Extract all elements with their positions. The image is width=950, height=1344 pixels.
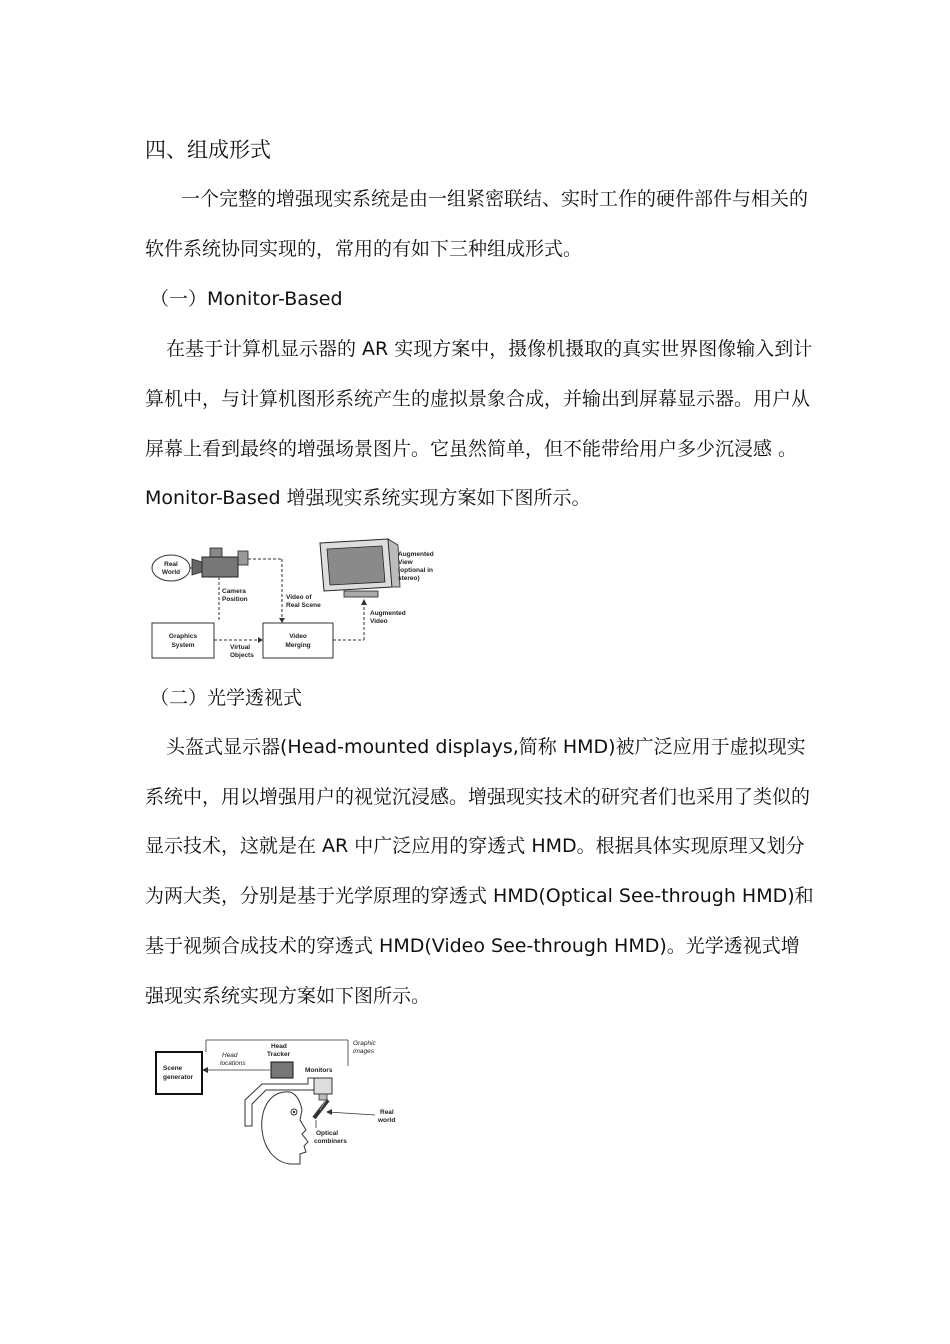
graphics-system-label-2: System — [171, 642, 195, 649]
sub2-line-3: 显示技术，这就是在 AR 中广泛应用的穿透式 HMD。根据具体实现原理又划分 — [145, 835, 805, 857]
sub1-line-4: Monitor-Based 增强现实系统实现方案如下图所示。 — [145, 487, 591, 509]
head-tracker-box — [271, 1062, 293, 1078]
real-world-ellipse — [152, 555, 190, 581]
sub1-line-2: 算机中，与计算机图形系统产生的虚拟景象合成，并输出到屏幕显示器。用户从 — [145, 388, 811, 410]
video-merging-box — [263, 623, 333, 658]
sub1-line-3: 屏幕上看到最终的增强场景图片。它虽然简单，但不能带给用户多少沉浸感 。 — [145, 438, 798, 460]
monitor-icon — [320, 539, 400, 597]
section-title: 四、组成形式 — [145, 138, 271, 162]
head-tracker-label-2: Tracker — [267, 1051, 291, 1058]
sub2-line-5: 基于视频合成技术的穿透式 HMD(Video See-through HMD)。光学透视式增 — [145, 935, 800, 957]
real-world-label-1: Real — [164, 561, 178, 568]
graphic-images-label-1: Graphic — [353, 1040, 376, 1047]
optical-combiners-label-2: combiners — [314, 1138, 347, 1145]
sub2-line-1: 头盔式显示器(Head-mounted displays,简称 HMD)被广泛应用于虚拟现实 — [166, 736, 806, 758]
sub2-line-6: 强现实系统实现方案如下图所示。 — [145, 985, 431, 1007]
camera-position-label-2: Position — [222, 596, 248, 603]
real-world-label-2: World — [161, 569, 181, 576]
monitor-unit — [314, 1078, 332, 1094]
augmented-view-label-3: (optional in — [398, 567, 434, 574]
head-tracker-label-1: Head — [271, 1043, 287, 1050]
sub2-line-4: 为两大类，分别是基于光学原理的穿透式 HMD(Optical See-through HMD)和 — [145, 885, 814, 907]
graphics-system-label-1: Graphics — [168, 633, 198, 640]
scene-generator-box — [156, 1052, 202, 1094]
graphic-images-label-2: images — [353, 1048, 374, 1055]
augmented-view-label-4: stereo) — [398, 575, 420, 582]
head-locations-label-1: Head — [222, 1052, 238, 1059]
camera-icon — [192, 548, 248, 577]
real-world-label-b: world — [378, 1117, 396, 1124]
monitor-based-figure — [148, 535, 448, 665]
subsection-1-title: （一）Monitor-Based — [150, 288, 343, 310]
augmented-video-label-2: Video — [370, 618, 388, 625]
intro-line-1: 一个完整的增强现实系统是由一组紧密联结、实时工作的硬件部件与相关的 — [181, 188, 809, 210]
sub2-line-2: 系统中，用以增强用户的视觉沉浸感。增强现实技术的研究者们也采用了类似的 — [145, 786, 811, 808]
augmented-view-label-2: View — [398, 559, 413, 566]
head-locations-label-2: locations — [220, 1060, 246, 1067]
scene-generator-label-2: generator — [163, 1074, 193, 1081]
head-profile — [262, 1092, 308, 1164]
video-merging-label-2: Merging — [285, 642, 311, 649]
scene-generator-label-1: Scene — [163, 1065, 183, 1072]
graphics-system-box — [152, 623, 214, 658]
real-world-label-a: Real — [380, 1109, 394, 1116]
video-merging-label-1: Video — [289, 633, 307, 640]
augmented-video-label-1: Augmented — [370, 610, 406, 617]
augmented-view-label-1: Augmented — [398, 551, 434, 558]
camera-position-label-1: Camera — [222, 588, 246, 595]
sub1-line-1: 在基于计算机显示器的 AR 实现方案中，摄像机摄取的真实世界图像输入到计 — [166, 338, 813, 360]
optical-see-through-figure — [150, 1030, 410, 1170]
optical-combiners-label-1: Optical — [316, 1130, 339, 1137]
monitors-label: Monitors — [305, 1067, 333, 1074]
subsection-2-title: （二）光学透视式 — [150, 687, 303, 709]
virtual-objects-label-1: Virtual — [230, 644, 251, 651]
video-of-real-scene-label-1: Video of — [286, 594, 312, 601]
virtual-objects-label-2: Objects — [230, 652, 254, 659]
intro-line-2: 软件系统协同实现的，常用的有如下三种组成形式。 — [145, 238, 583, 260]
video-of-real-scene-label-2: Real Scene — [286, 602, 321, 609]
